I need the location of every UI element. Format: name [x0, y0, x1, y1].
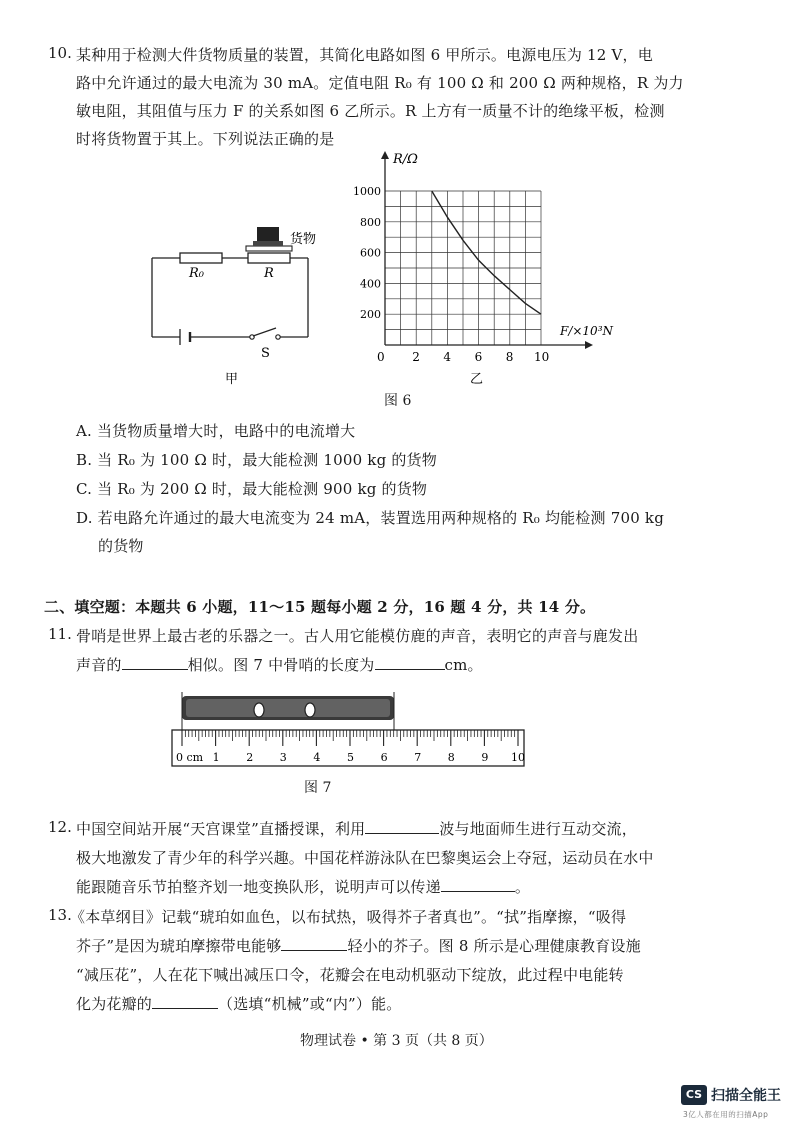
- q12-line-3: 能跟随音乐节拍整齐划一地变换队形，说明声可以传递 。: [76, 878, 531, 896]
- resistance-force-graph: [353, 145, 614, 387]
- q12-number: 12.: [48, 818, 72, 836]
- q12-line-1: 中国空间站开展“天宫课堂”直播授课，利用 波与地面师生进行互动交流，: [76, 820, 637, 838]
- figure-7-caption: 图 7: [304, 780, 332, 796]
- y-axis-arrow: [381, 151, 389, 159]
- q10-number: 10.: [48, 44, 72, 62]
- q10-line-2: 路中允许通过的最大电流为 30 mA。定值电阻 R₀ 有 100 Ω 和 200 Ω 两种规格，R 为力: [76, 74, 684, 92]
- y-tick-label: 600: [360, 246, 381, 260]
- r0-resistor: [180, 253, 222, 263]
- circuit-diagram: [140, 215, 340, 390]
- ruler-number: 10: [511, 751, 525, 764]
- q13-line-4: 化为花瓣的 （选填“机械”或“内”）能。: [76, 995, 402, 1013]
- switch-label: S: [261, 346, 270, 361]
- insulating-plate: [246, 246, 292, 251]
- ruler-number: 5: [347, 751, 354, 764]
- q11-number: 11.: [48, 625, 72, 643]
- x-tick-label: 10: [534, 350, 550, 364]
- whistle-hole-1: [254, 703, 264, 717]
- q11-blank-2[interactable]: [375, 655, 445, 670]
- camscanner-name: 扫描全能王: [711, 1088, 781, 1104]
- y-tick-label: 200: [360, 308, 381, 322]
- whistle-hole-2: [305, 703, 315, 717]
- x-axis-label: F/×10³N: [560, 324, 614, 338]
- q12-blank-1[interactable]: [365, 819, 439, 834]
- q13-line-1: 《本草纲目》记载“琥珀如血色，以布拭热，吸得芥子者真也”。“拭”指摩擦，“吸得: [70, 908, 627, 926]
- camscanner-tagline: 3亿人都在用的扫描App: [683, 1110, 769, 1119]
- circuit-caption: 甲: [225, 372, 239, 387]
- r0-label: R₀: [189, 266, 204, 281]
- graph-grid: [385, 191, 541, 345]
- ruler-number: 1: [212, 751, 220, 764]
- q10-line-1: 某种用于检测大件货物质量的装置，其简化电路如图 6 甲所示。电源电压为 12 V，电: [76, 46, 653, 64]
- section-2-title: 二、填空题：本题共 6 小题，11～15 题每小题 2 分，16 题 4 分，共 14 分。: [44, 598, 596, 616]
- figure-6-caption: 图 6: [384, 393, 412, 409]
- graph-caption: 乙: [470, 372, 484, 387]
- q10-option-c: C. 当 R₀ 为 200 Ω 时，最大能检测 900 kg 的货物: [76, 480, 428, 498]
- x-tick-label: 2: [412, 350, 420, 364]
- q13-blank-1[interactable]: [281, 936, 347, 951]
- ruler-figure: [168, 690, 528, 770]
- ruler-number: 7: [414, 751, 422, 764]
- q11-blank-1[interactable]: [122, 655, 188, 670]
- r-resistor: [248, 253, 290, 263]
- q13-number: 13.: [48, 906, 72, 924]
- ruler-number: 4: [313, 751, 321, 764]
- x-tick-label: 6: [474, 350, 483, 364]
- x-tick-label: 4: [443, 350, 452, 364]
- y-axis-label: R/Ω: [393, 152, 418, 167]
- page-footer: 物理试卷 • 第 3 页（共 8 页）: [300, 1033, 493, 1049]
- y-tick-label: 1000: [353, 185, 381, 198]
- ruler-number: 2: [246, 751, 254, 764]
- q10-line-3: 敏电阻，其阻值与压力 F 的关系如图 6 乙所示。R 上方有一质量不计的绝缘平板，检测: [76, 102, 665, 120]
- q12-line-2: 极大地激发了青少年的科学兴趣。中国花样游泳队在巴黎奥运会上夺冠，运动员在水中: [76, 849, 654, 867]
- ruler-number: 8: [447, 751, 455, 764]
- q13-line-2: 芥子”是因为琥珀摩擦带电能够 轻小的芥子。图 8 所示是心理健康教育设施: [76, 937, 641, 955]
- q10-line-4: 时将货物置于其上。下列说法正确的是: [76, 130, 335, 148]
- q13-line-3: “减压花”，人在花下喊出减压口令，花瓣会在电动机驱动下绽放，此过程中电能转: [76, 966, 624, 984]
- ruler-number: 0 cm: [176, 751, 204, 764]
- q10-option-d: D. 若电路允许通过的最大电流变为 24 mA，装置选用两种规格的 R₀ 均能检测 700 kg: [76, 509, 665, 527]
- r-label: R: [264, 266, 274, 281]
- q11-line-2: 声音的 相似。图 7 中骨哨的长度为 cm。: [76, 656, 483, 674]
- q13-blank-2[interactable]: [152, 994, 218, 1009]
- q11-line-1: 骨哨是世界上最古老的乐器之一。古人用它能模仿鹿的声音，表明它的声音与鹿发出: [76, 627, 639, 645]
- ruler-number: 3: [279, 751, 287, 764]
- q10-option-a: A. 当货物质量增大时，电路中的电流增大: [76, 422, 356, 440]
- goods-label: 货物: [290, 232, 317, 247]
- y-tick-label: 400: [360, 277, 381, 291]
- q10-option-d-cont: 的货物: [98, 537, 144, 555]
- camscanner-logo-icon: CS: [681, 1085, 707, 1105]
- switch-lever: [253, 328, 276, 336]
- x-tick-label: 8: [505, 350, 514, 364]
- x-axis-arrow: [585, 341, 593, 349]
- x-tick-label: 0: [377, 350, 385, 364]
- ruler-number: 6: [380, 751, 388, 764]
- q12-blank-2[interactable]: [441, 877, 515, 892]
- q10-option-b: B. 当 R₀ 为 100 Ω 时，最大能检测 1000 kg 的货物: [76, 451, 437, 469]
- y-tick-label: 800: [360, 215, 381, 229]
- ruler-number: 9: [481, 751, 489, 764]
